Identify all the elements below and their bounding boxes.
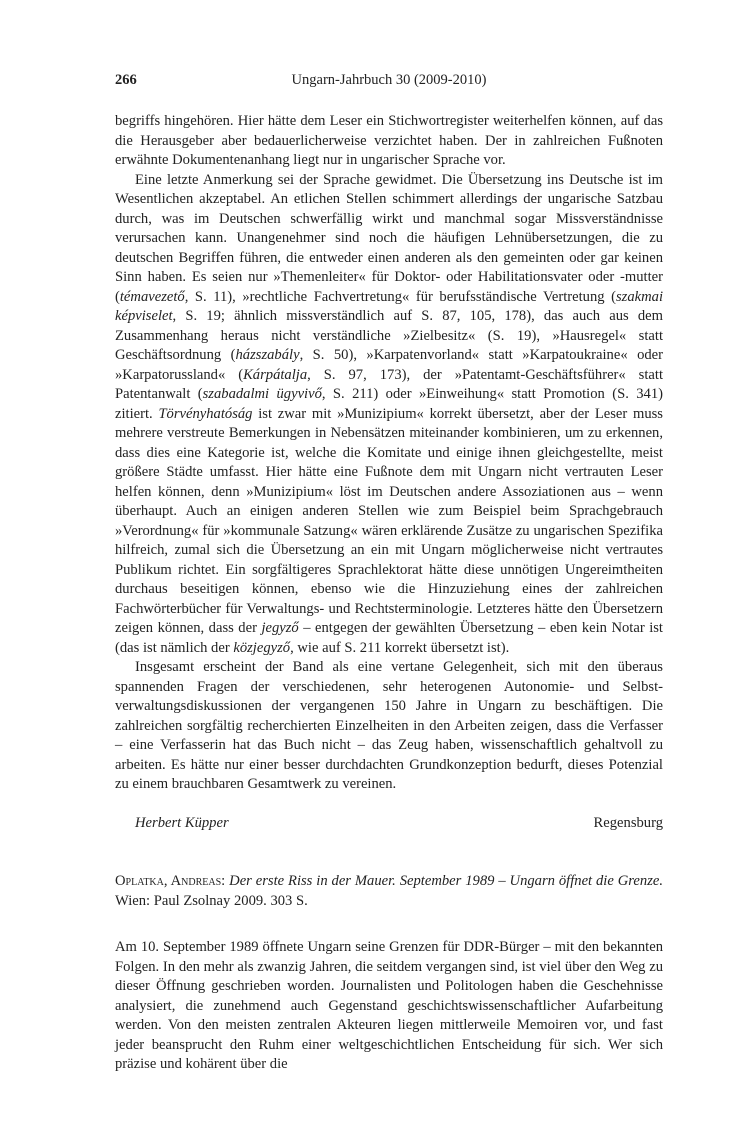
review-paragraph <box>115 658 663 795</box>
italic-term: szabadalmi ügyvivő <box>202 386 322 402</box>
text-run: , wie auf S. 211 korrekt übersetzt ist). <box>290 639 510 656</box>
text-run: , S. 19; ähnlich missverständlich auf S. 87, 105, 178), das auch aus dem Zusammenhang heraus nicht verständliche »Zielbesitz« (S. 19), »Hausregel« statt Geschäftsordnung ( <box>115 308 663 363</box>
citation-title: Der erste Riss in der Mauer. September 1989 – Ungarn öffnet die Grenze. <box>229 873 663 889</box>
review-signature <box>115 814 663 834</box>
review-paragraph <box>115 112 663 171</box>
italic-term: témavezető <box>119 288 185 305</box>
italic-term: jegyző <box>261 620 299 636</box>
text-run: , S. 211) oder »Einweihung« statt Promotion (S. 341) zitiert. <box>115 386 663 422</box>
text-run: ist zwar mit »Munizipium« korrekt übersetzt, aber der Leser muss mehrere verstreute Bemerkungen in Nebensätzen miteinander kombinieren, um zu erkennen, dass dies eine Kategorie ist, welche die Komitate und einige ihnen gleichgestellte, meist größere Städte umfasst. Hier hätte eine Fußnote dem mit Ungarn nicht vertrauten Leser helfen können, denn »Munizipium« löst im Deutschen andere Assoziationen aus – wenn überhaupt. Auch an einigen anderen Stellen wie zum Beispiel beim Sprachgebrauch »Verordnung« für »kommunale Satzung« wären erklärende Zusätze zu ungarischen Spezifika hilfreich, zumal sich die Übersetzung an ein mit Ungarn möglicherweise nicht vertrautes Publikum richtet. Ein sorgfältigeres Sprachlektorat hätte diese unnötigen Ungereimtheiten durchaus beseitigen können, ebenso wie die Hinzuziehung eines der zahlreichen Fachwörterbücher für Verwaltungs- und Rechtsterminologie. Letzteres hätte den Übersetzern zeigen können, dass der <box>115 405 663 636</box>
italic-term: házszabály <box>235 347 300 363</box>
review-paragraph <box>115 171 663 659</box>
main-text <box>115 112 663 1075</box>
text-run: Insgesamt erscheint der Band als eine vertane Gelegenheit, sich mit den überaus spannenden Fragen der verschiedenen, sehr heterogenen Autonomie- und Selbstverwaltungsdiskussionen der vergangenen 150 Jahre in Ungarn zu beschäftigen. Die zahlreichen sorgfältig recherchierten Einzelheiten in den Arbeiten zeigen, dass die Verfasser – eine Verfasserin hat das Buch nicht – das Zeug haben, wissenschaftlich gehaltvoll zu arbeiten. Es hätte nur einer besser durchdachten Grundkonzeption bedurft, dieses Potenzial zu einem brauchbaren Gesamtwerk zu vereinen. <box>115 659 663 792</box>
italic-term: Törvényhatóság <box>158 405 253 422</box>
italic-term: közjegyző <box>233 639 291 656</box>
reviewer-place: Regensburg <box>593 814 663 831</box>
text-run: Eine letzte Anmerkung sei der Sprache gewidmet. Die Übersetzung ins Deutsche ist im Wesentlichen akzeptabel. An etlichen Stellen schimmert allerdings der ungarische Satzbau durch, was im Deutschen schwerfällig wirkt und manchmal sogar Missverständnisse verursachen kann. Unangenehmer sind noch die häufigen Lehnübersetzungen, die zu deutschen Begriffen führen, die entweder einen anderen als den gemeinten oder gar keinen Sinn haben. Es seien nur »Themenleiter« für Doktor- oder Habilitationsvater oder -mutter ( <box>115 171 663 305</box>
text-run: , S. 97, 173), der »Patentamt-Geschäftsführer« statt Patentanwalt ( <box>115 366 664 402</box>
running-head: Ungarn-Jahrbuch 30 (2009-2010) <box>291 72 487 88</box>
text-run: , S. 50), »Karpatenvorland« statt »Karpatoukraine« oder »Karpatorussland« ( <box>115 347 663 383</box>
book-citation <box>115 872 663 911</box>
italic-term: szakmai képviselet <box>115 288 663 324</box>
italic-term: Kárpátalja <box>243 366 308 383</box>
review-body <box>115 112 663 795</box>
text-run: begriffs hingehören. Hier hätte dem Leser ein Stichwortregister weiterhelfen können, auf das die Herausgeber aber bedauerlicherweise verzichtet haben. Der in zahlreichen Fußnoten erwähnte Dokumentenanhang liegt nur in ungarischer Sprache vor. <box>115 113 663 168</box>
text-run: – entgegen der gewählten Übersetzung – eben kein Notar ist (das ist nämlich der <box>115 620 663 656</box>
text-run: , S. 11), »rechtliche Fachvertretung« für berufsständische Vertretung ( <box>184 288 616 305</box>
page-number: 266 <box>115 72 137 88</box>
citation-author: Oplatka, Andreas: <box>115 873 226 889</box>
page-header <box>115 71 663 89</box>
citation-publication: Wien: Paul Zsolnay 2009. 303 S. <box>115 892 308 909</box>
reviewer-name: Herbert Küpper <box>135 814 229 831</box>
second-review-paragraph: Am 10. September 1989 öffnete Ungarn seine Grenzen für DDR-Bürger – mit den bekannten Folgen. In den mehr als zwanzig Jahren, die seitdem vergangen sind, ist viel über den Weg zu dieser Öffnung geschrieben worden. Journalisten und Politologen haben die Geschehnisse analysiert, die zunehmend auch Gegenstand geschichtswissenschaftlicher Aufarbeitung werden. Von den meisten zentralen Akteuren liegen mittlerweile Memoiren vor, und fast jeder beansprucht den Ruhm einer weltgeschichtlichen Entscheidung für sich. Wer sich präzise und kohärent über die <box>115 939 663 1072</box>
